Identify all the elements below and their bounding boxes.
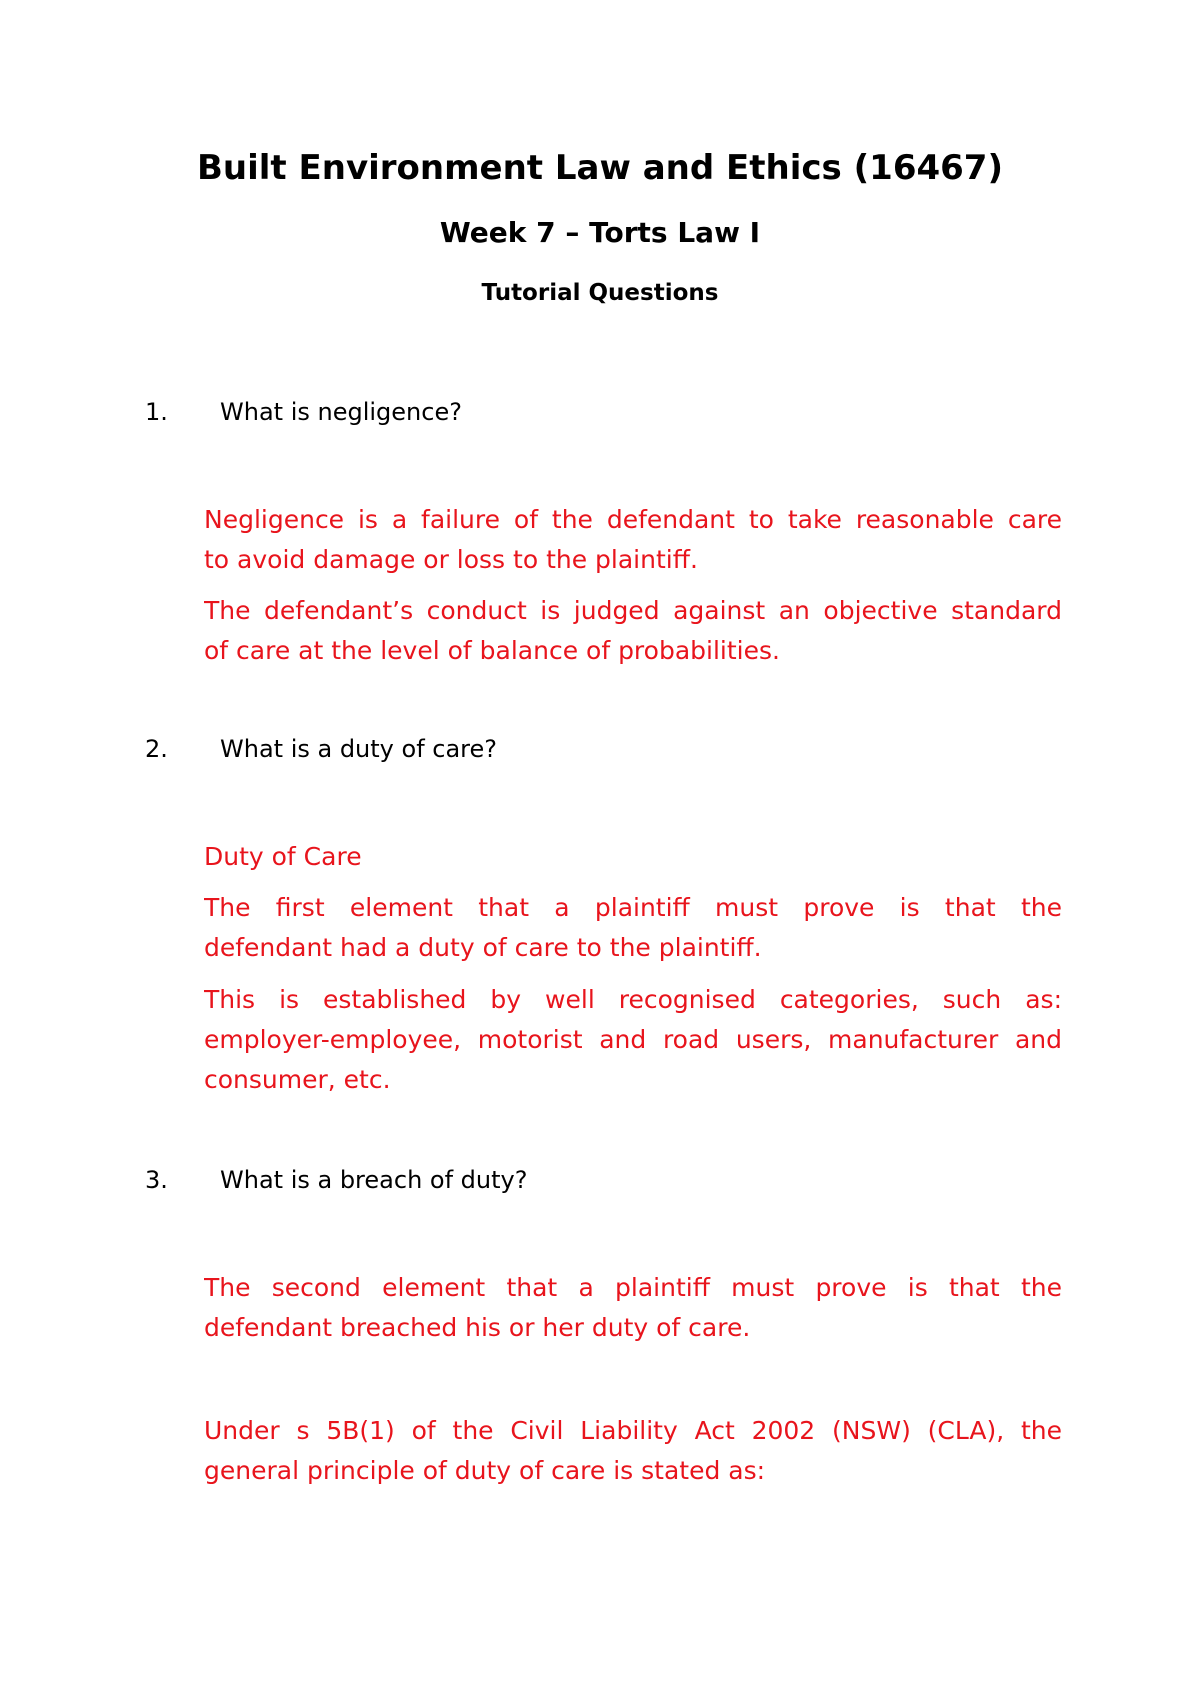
- question-1-text: What is negligence?: [220, 398, 462, 426]
- question-2-answer-paragraph-1: [204, 888, 1062, 968]
- question-3-number: 3.: [145, 1166, 168, 1194]
- question-2-answer-paragraph-2: [204, 980, 1062, 1100]
- answer-line: to avoid damage or loss to the plaintiff.: [204, 545, 698, 574]
- answer-line: The second element that a plaintiff must prove is that the: [204, 1273, 1062, 1302]
- answer-line: employer-employee, motorist and road users, manufacturer and: [204, 1025, 1062, 1054]
- question-3-answer-paragraph-1: [204, 1268, 1062, 1348]
- question-3-answer-paragraph-2: [204, 1411, 1062, 1491]
- week-heading: Week 7 – Torts Law I: [439, 216, 761, 249]
- answer-line: Under s 5B(1) of the Civil Liability Act 2002 (NSW) (CLA), the: [204, 1416, 1062, 1445]
- question-1-answer-paragraph-1: [204, 500, 1062, 580]
- answer-line: consumer, etc.: [204, 1065, 391, 1094]
- answer-line: general principle of duty of care is stated as:: [204, 1456, 766, 1485]
- answer-line: The defendant’s conduct is judged against an objective standard: [204, 596, 1062, 625]
- subtitle-heading: Tutorial Questions: [481, 280, 719, 306]
- answer-line: defendant had a duty of care to the plaintiff.: [204, 933, 762, 962]
- answer-line: Negligence is a failure of the defendant to take reasonable care: [204, 505, 1062, 534]
- question-3-text: What is a breach of duty?: [220, 1166, 528, 1194]
- answer-line: This is established by well recognised categories, such as:: [204, 985, 1062, 1014]
- question-2-number: 2.: [145, 735, 168, 763]
- answer-line: defendant breached his or her duty of care.: [204, 1313, 751, 1342]
- answer-line: of care at the level of balance of probabilities.: [204, 636, 780, 665]
- question-2-text: What is a duty of care?: [220, 735, 498, 763]
- document-title: Built Environment Law and Ethics (16467): [197, 148, 1003, 188]
- question-2-answer-heading: [204, 837, 1062, 877]
- question-1-answer-paragraph-2: [204, 591, 1062, 671]
- answer-line: The first element that a plaintiff must prove is that the: [204, 893, 1062, 922]
- question-1-number: 1.: [145, 398, 168, 426]
- answer-line: Duty of Care: [204, 842, 362, 871]
